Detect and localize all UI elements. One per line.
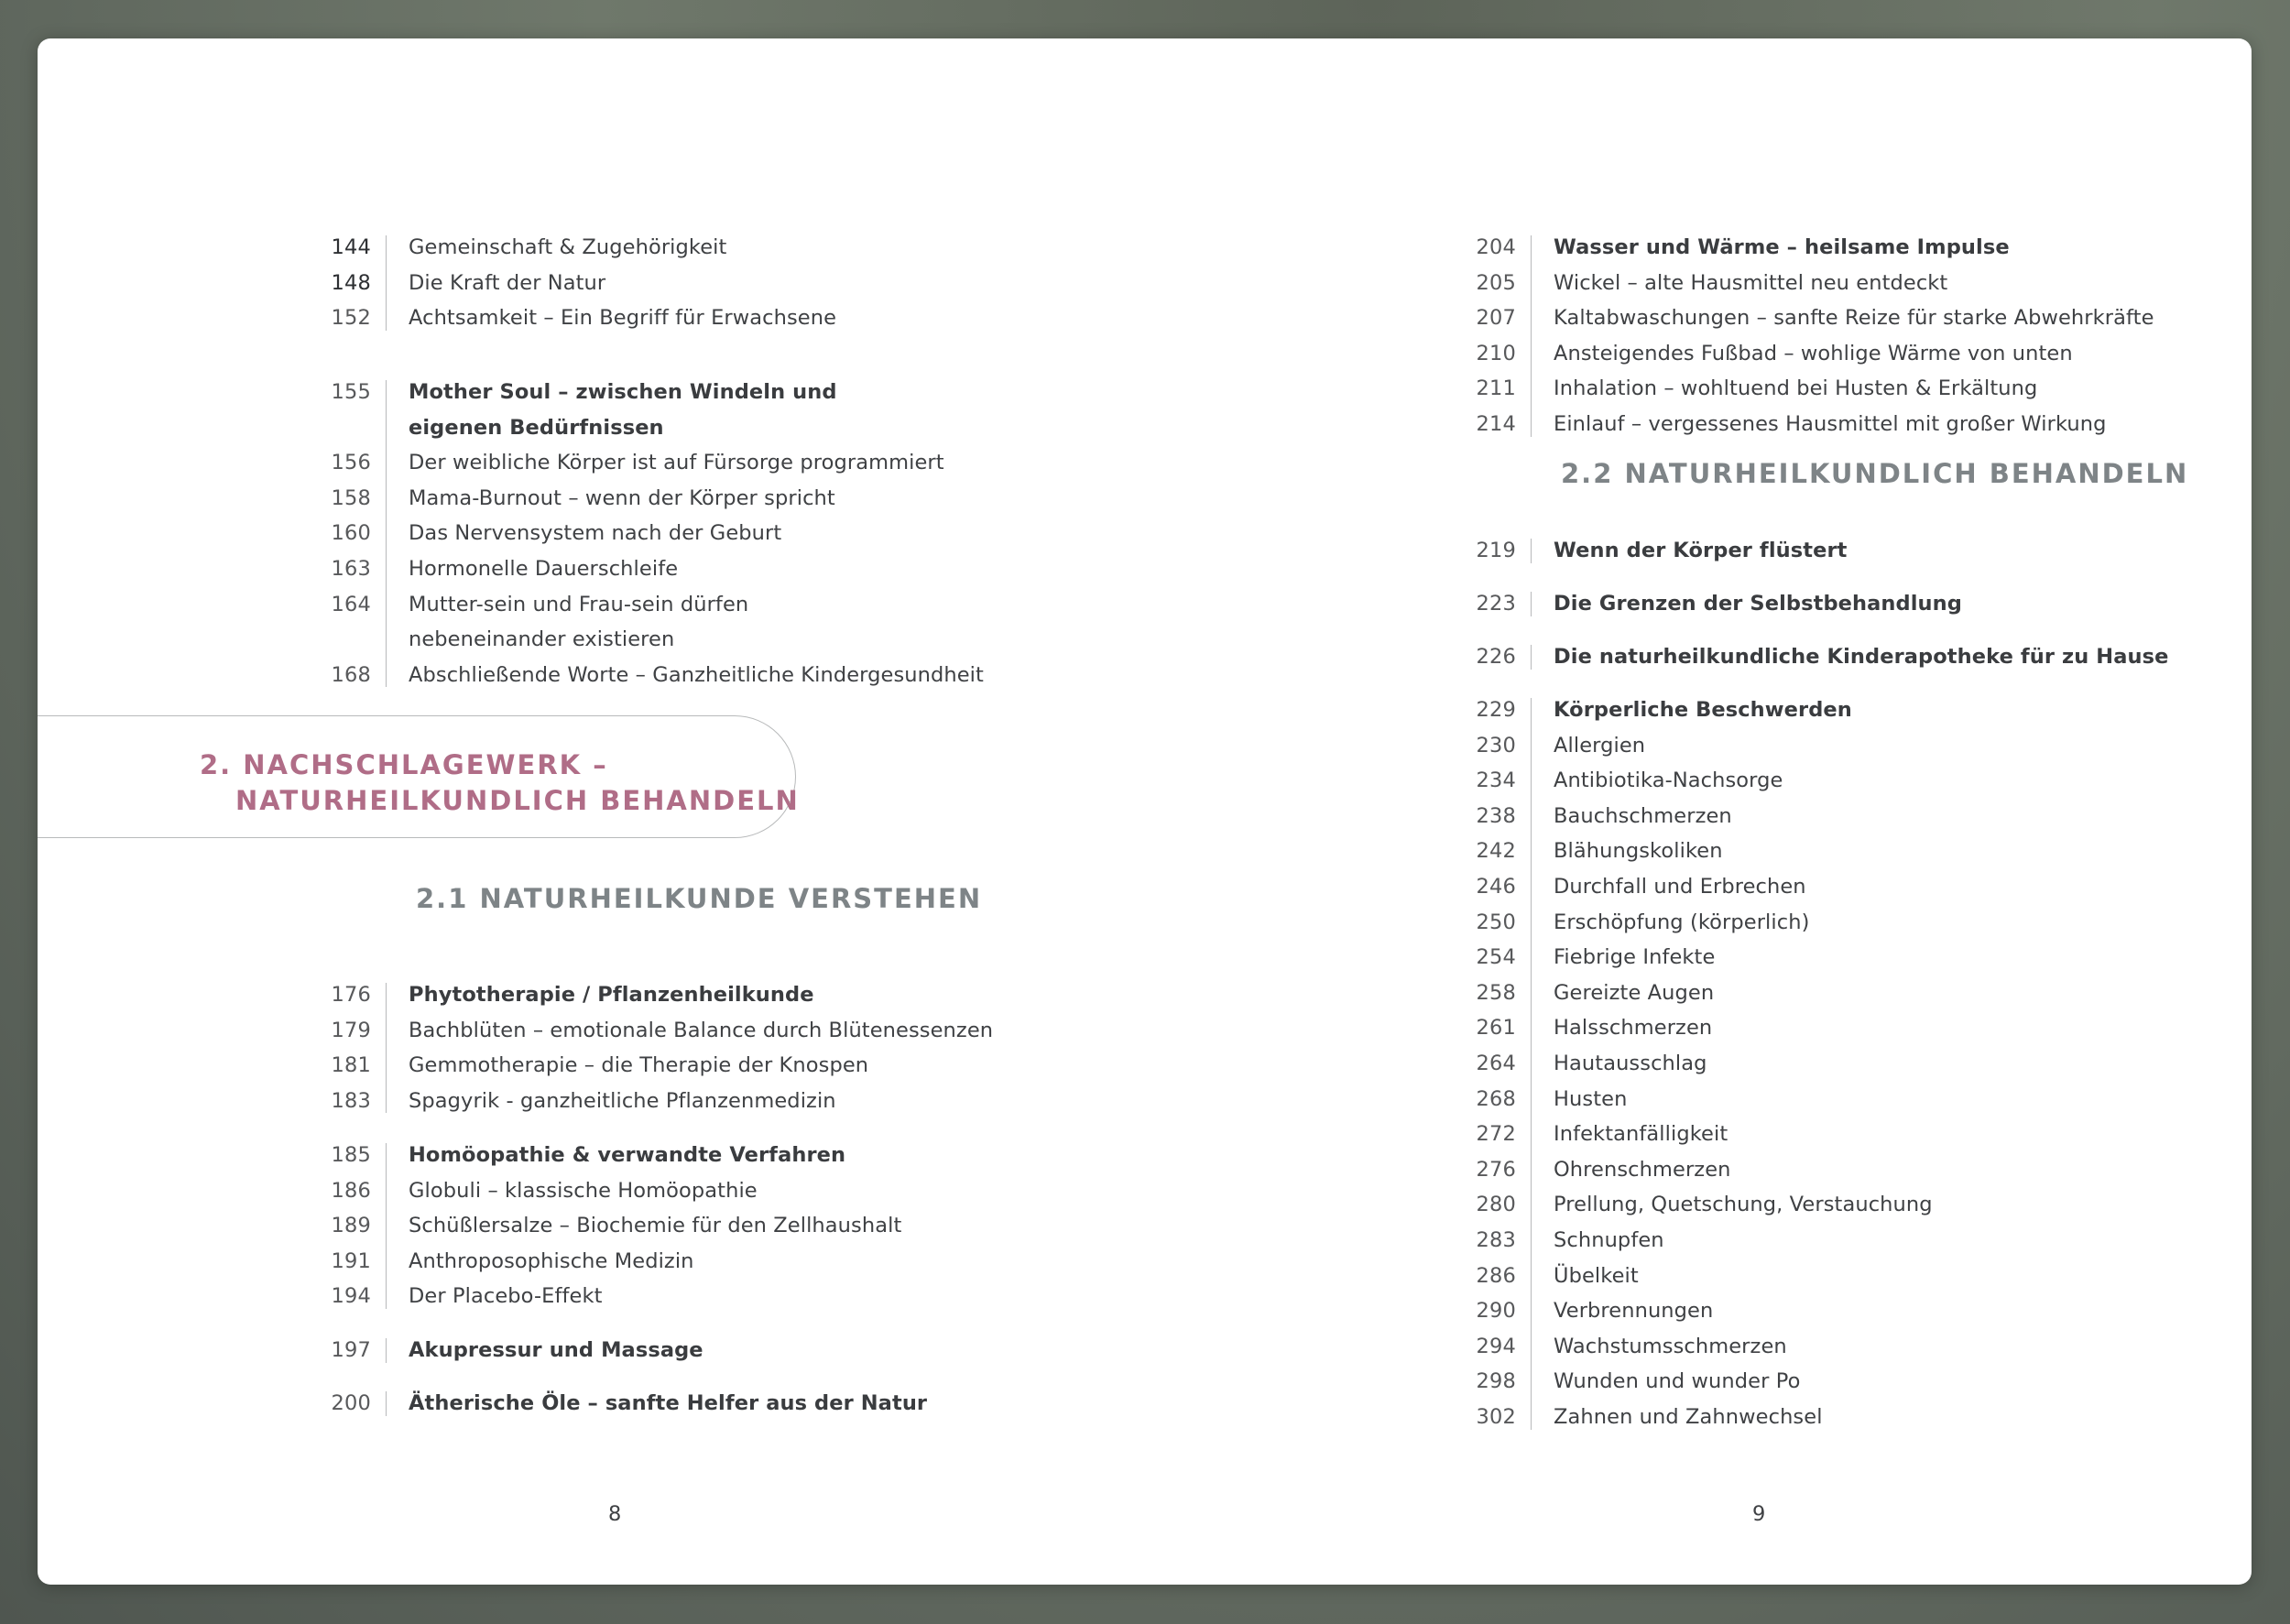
toc-entry-title: Das Nervensystem nach der Geburt (409, 521, 782, 546)
toc-entry-title: Bachblüten – emotionale Balance durch Blütenessenzen (409, 1018, 994, 1042)
toc-entry (1441, 1329, 2252, 1364)
toc-page-number: 219 (1476, 539, 1516, 562)
toc-entry (1441, 1187, 2252, 1222)
toc-entry (1441, 533, 2252, 568)
toc-divider (386, 380, 387, 687)
toc-entry (296, 516, 1303, 550)
toc-page-number: 144 (331, 235, 371, 259)
toc-entry (1441, 1082, 2252, 1117)
toc-page-number: 272 (1476, 1122, 1516, 1147)
toc-page-number: 229 (1476, 698, 1516, 722)
toc-page-number: 290 (1476, 1299, 1516, 1324)
page-number: 8 (608, 1502, 622, 1526)
toc-page-number: 234 (1476, 768, 1516, 793)
toc-page-number: 152 (331, 306, 371, 331)
toc-page-number: 211 (1476, 376, 1516, 401)
toc-entry (296, 375, 1303, 409)
toc-divider (386, 1338, 387, 1363)
toc-entry (1441, 728, 2252, 763)
toc-entry (296, 1013, 1303, 1048)
toc-entry (1441, 1400, 2252, 1434)
toc-entry-title: Einlauf – vergessenes Hausmittel mit großer Wirkung (1554, 412, 2107, 436)
toc-entry (296, 300, 1303, 335)
toc-entry-title: Wunden und wunder Po (1554, 1369, 1801, 1394)
toc-entry-title: Wachstumsschmerzen (1554, 1334, 1787, 1358)
book-spread (38, 38, 2252, 1585)
toc-entry (296, 1138, 1303, 1172)
toc-entry-title: Mama-Burnout – wenn der Körper spricht (409, 485, 835, 510)
toc-entry (296, 481, 1303, 516)
toc-entry (296, 1208, 1303, 1243)
toc-page-number: 181 (331, 1053, 371, 1078)
toc-page-number: 207 (1476, 306, 1516, 331)
toc-page-number: 148 (331, 270, 371, 295)
toc-entry-title: Wenn der Körper flüstert (1554, 539, 1848, 562)
toc-entry (1441, 1259, 2252, 1293)
toc-entry-title: Ansteigendes Fußbad – wohlige Wärme von unten (1554, 341, 2073, 365)
toc-entry-title: Bauchschmerzen (1554, 803, 1732, 828)
toc-divider (1531, 592, 1532, 616)
toc-entry-title: Die Kraft der Natur (409, 270, 606, 295)
toc-divider (1531, 645, 1532, 670)
toc-entry (1441, 266, 2252, 300)
toc-entry (296, 1244, 1303, 1279)
toc-entry (296, 1048, 1303, 1083)
toc-entry-title: Homöopathie & verwandte Verfahren (409, 1143, 846, 1167)
toc-entry-title: Phytotherapie / Pflanzenheilkunde (409, 983, 814, 1007)
toc-entry (296, 1173, 1303, 1208)
toc-entry-title: Blähungskoliken (1554, 839, 1723, 864)
toc-entry (296, 622, 1303, 657)
chapter-heading-line2: NATURHEILKUNDLICH BEHANDELN (235, 785, 800, 816)
toc-entry-title: Der Placebo-Effekt (409, 1284, 603, 1309)
toc-entry-title: Allergien (1554, 733, 1646, 758)
toc-page-number: 276 (1476, 1157, 1516, 1182)
toc-entry (1441, 869, 2252, 904)
toc-page-number: 160 (331, 521, 371, 546)
toc-entry-title: Wasser und Wärme – heilsame Impulse (1554, 235, 2010, 259)
toc-entry-title: Durchfall und Erbrechen (1554, 875, 1806, 899)
toc-entry (296, 410, 1303, 445)
toc-page-number: 242 (1476, 839, 1516, 864)
toc-entry-title: Spagyrik - ganzheitliche Pflanzenmedizin (409, 1088, 836, 1113)
toc-entry-title: Schüßlersalze – Biochemie für den Zellhaushalt (409, 1214, 902, 1238)
toc-entry (1441, 1010, 2252, 1045)
toc-divider (386, 983, 387, 1113)
toc-entry-title: eigenen Bedürfnissen (409, 415, 664, 440)
toc-entry-title: Wickel – alte Hausmittel neu entdeckt (1554, 270, 1948, 295)
toc-entry (1441, 1117, 2252, 1151)
toc-entry (1441, 1293, 2252, 1328)
toc-entry-title: Gemeinschaft & Zugehörigkeit (409, 235, 727, 259)
chapter-heading (200, 747, 800, 819)
toc-entry-title: Übelkeit (1554, 1263, 1639, 1288)
toc-page-number: 158 (331, 485, 371, 510)
toc-entry-title: Hormonelle Dauerschleife (409, 557, 679, 581)
toc-page-number: 205 (1476, 270, 1516, 295)
toc-entry-title: Akupressur und Massage (409, 1338, 703, 1362)
toc-page-number: 250 (1476, 910, 1516, 934)
toc-entry-title: Abschließende Worte – Ganzheitliche Kindergesundheit (409, 662, 984, 687)
toc-page-number: 210 (1476, 341, 1516, 365)
toc-entry (1441, 692, 2252, 727)
section-title: 2.1 NATURHEILKUNDE VERSTEHEN (416, 883, 983, 914)
toc-page-number: 164 (331, 592, 371, 616)
toc-page-number: 246 (1476, 875, 1516, 899)
toc-page-number: 258 (1476, 980, 1516, 1005)
toc-page-number: 302 (1476, 1405, 1516, 1429)
toc-page-number: 176 (331, 983, 371, 1007)
toc-page-number: 156 (331, 451, 371, 475)
toc-entry-title: Prellung, Quetschung, Verstauchung (1554, 1193, 1933, 1217)
toc-divider (1531, 539, 1532, 563)
toc-entry (1441, 940, 2252, 975)
toc-page-number: 280 (1476, 1193, 1516, 1217)
toc-divider (1531, 698, 1532, 1430)
toc-page-number: 186 (331, 1178, 371, 1203)
toc-page-number: 189 (331, 1214, 371, 1238)
toc-page-number: 226 (1476, 645, 1516, 669)
toc-entry-title: Fiebrige Infekte (1554, 945, 1716, 970)
toc-entry (1441, 230, 2252, 265)
toc-entry (1441, 799, 2252, 834)
toc-entry (1441, 1046, 2252, 1081)
toc-entry (1441, 905, 2252, 940)
toc-entry (1441, 975, 2252, 1010)
toc-entry (296, 551, 1303, 586)
toc-entry-title: Erschöpfung (körperlich) (1554, 910, 1810, 934)
toc-entry-title: Gereizte Augen (1554, 980, 1715, 1005)
toc-entry-title: Mutter-sein und Frau-sein dürfen (409, 592, 749, 616)
toc-page-number: 283 (1476, 1228, 1516, 1252)
toc-entry (296, 1333, 1303, 1368)
toc-entry (1441, 639, 2252, 674)
toc-page-number: 191 (331, 1248, 371, 1273)
toc-entry (296, 230, 1303, 265)
toc-entry-title: Die Grenzen der Selbstbehandlung (1554, 592, 1963, 616)
toc-entry (296, 1084, 1303, 1118)
toc-page-number: 238 (1476, 803, 1516, 828)
toc-entry-title: Kaltabwaschungen – sanfte Reize für starke Abwehrkräfte (1554, 306, 2154, 331)
toc-entry-title: Achtsamkeit – Ein Begriff für Erwachsene (409, 306, 837, 331)
toc-entry (1441, 834, 2252, 868)
toc-entry (296, 1279, 1303, 1313)
toc-entry-title: Mother Soul – zwischen Windeln und (409, 380, 837, 404)
toc-entry-title: Infektanfälligkeit (1554, 1122, 1728, 1147)
toc-entry-title: Hautausschlag (1554, 1052, 1707, 1075)
toc-entry (296, 1386, 1303, 1421)
toc-entry-title: Globuli – klassische Homöopathie (409, 1178, 758, 1203)
toc-entry-title: Halsschmerzen (1554, 1016, 1713, 1041)
toc-divider (386, 1391, 387, 1416)
toc-entry (296, 658, 1303, 692)
toc-entry (296, 266, 1303, 300)
toc-page-number: 298 (1476, 1369, 1516, 1394)
toc-page-number: 223 (1476, 592, 1516, 616)
toc-entry-title: Ätherische Öle – sanfte Helfer aus der Natur (409, 1391, 928, 1415)
toc-entry-title: Gemmotherapie – die Therapie der Knospen (409, 1053, 869, 1078)
toc-page-number: 179 (331, 1018, 371, 1042)
toc-entry (1441, 300, 2252, 335)
toc-page-number: 194 (331, 1284, 371, 1309)
toc-page-number: 183 (331, 1088, 371, 1113)
toc-page-number: 264 (1476, 1052, 1516, 1075)
toc-entry-title: Inhalation – wohltuend bei Husten & Erkältung (1554, 376, 2038, 401)
toc-entry-title: Körperliche Beschwerden (1554, 698, 1852, 722)
toc-page-number: 197 (331, 1338, 371, 1362)
toc-entry (1441, 407, 2252, 441)
toc-page-number: 268 (1476, 1086, 1516, 1111)
toc-entry-title: Der weibliche Körper ist auf Fürsorge programmiert (409, 451, 944, 475)
toc-entry (296, 587, 1303, 622)
toc-entry (1441, 1364, 2252, 1399)
toc-divider (386, 235, 387, 331)
toc-entry-title: Antibiotika-Nachsorge (1554, 768, 1783, 793)
toc-entry (1441, 1223, 2252, 1258)
page-number: 9 (1752, 1502, 1766, 1526)
toc-page-number: 163 (331, 557, 371, 581)
left-page (38, 38, 1137, 1585)
toc-page-number: 254 (1476, 945, 1516, 970)
toc-page-number: 155 (331, 380, 371, 404)
toc-entry-title: Zahnen und Zahnwechsel (1554, 1405, 1823, 1429)
section-title: 2.2 NATURHEILKUNDLICH BEHANDELN (1561, 458, 2189, 489)
toc-entry (1441, 336, 2252, 371)
toc-entry (1441, 1152, 2252, 1187)
toc-entry-title: Verbrennungen (1554, 1299, 1714, 1324)
toc-entry-title: Schnupfen (1554, 1228, 1664, 1252)
toc-entry-title: nebeneinander existieren (409, 627, 675, 652)
toc-page-number: 200 (331, 1391, 371, 1415)
toc-page-number: 204 (1476, 235, 1516, 259)
toc-divider (386, 1143, 387, 1309)
toc-entry-title: Ohrenschmerzen (1554, 1157, 1731, 1182)
toc-entry (296, 445, 1303, 480)
chapter-heading-line1: 2. NACHSCHLAGEWERK – (200, 749, 608, 780)
toc-divider (1531, 235, 1532, 437)
toc-entry-title: Husten (1554, 1086, 1628, 1111)
toc-page-number: 185 (331, 1143, 371, 1167)
toc-page-number: 261 (1476, 1016, 1516, 1041)
toc-page-number: 230 (1476, 733, 1516, 758)
toc-entry-title: Anthroposophische Medizin (409, 1248, 694, 1273)
toc-entry-title: Die naturheilkundliche Kinderapotheke für zu Hause (1554, 645, 2169, 669)
toc-entry (1441, 586, 2252, 621)
toc-entry (1441, 371, 2252, 406)
toc-entry (296, 977, 1303, 1012)
toc-page-number: 214 (1476, 412, 1516, 436)
toc-page-number: 168 (331, 662, 371, 687)
toc-entry (1441, 763, 2252, 798)
toc-page-number: 286 (1476, 1263, 1516, 1288)
toc-page-number: 294 (1476, 1334, 1516, 1358)
